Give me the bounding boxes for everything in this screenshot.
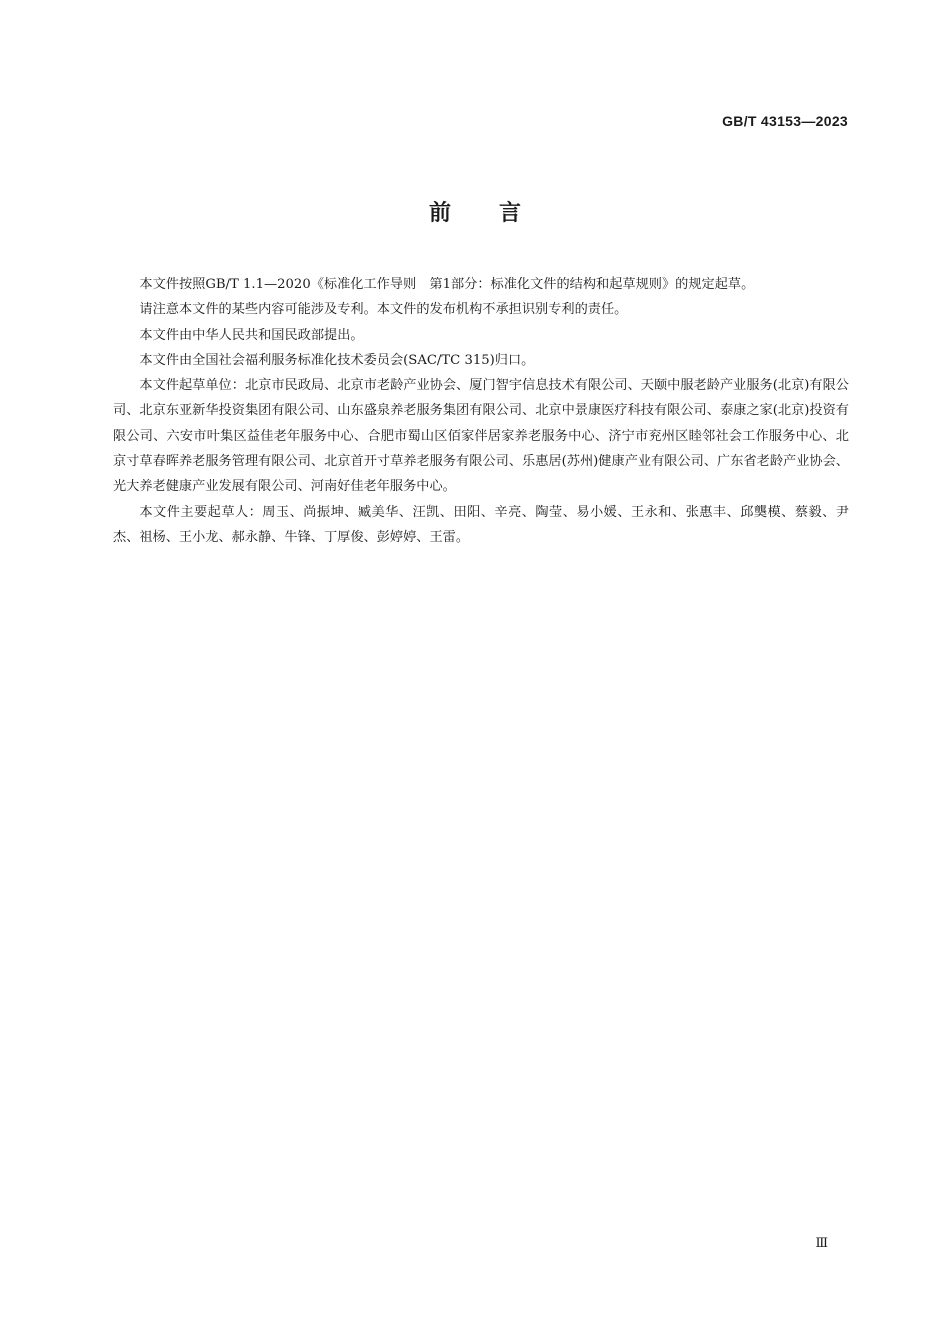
paragraph-technical-committee: 本文件由全国社会福利服务标准化技术委员会(SAC/TC 315)归口。	[139, 352, 535, 368]
foreword-body	[113, 272, 849, 550]
page-title: 前言	[428, 201, 569, 226]
paragraph-drafters: 本文件主要起草人：周玉、尚振坤、臧美华、汪凯、田阳、辛亮、陶莹、易小媛、王永和、张惠丰、邱龑模、蔡毅、尹杰、祖杨、王小龙、郝永静、牛锋、丁厚俊、彭婷婷、王雷。	[113, 504, 849, 545]
paragraph-drafting-rules: 本文件按照GB/T 1.1—2020《标准化工作导则 第1部分：标准化文件的结构和起草规则》的规定起草。	[139, 277, 755, 292]
paragraph-drafting-units: 本文件起草单位：北京市民政局、北京市老龄产业协会、厦门智宇信息技术有限公司、天颐中服老龄产业服务(北京)有限公司、北京东亚新华投资集团有限公司、山东盛泉养老服务集团有限公司、北京中景康医疗科技有限公司、泰康之家(北京)投资有限公司、六安市叶集区益佳老年服务中心、合肥市蜀山区佰家伴居家养老服务中心、济宁市兖州区睦邻社会工作服务中心、北京寸草春晖养老服务管理有限公司、北京首开寸草养老服务有限公司、乐惠居(苏州)健康产业有限公司、广东省老龄产业协会、光大养老健康产业发展有限公司、河南好佳老年服务中心。	[113, 378, 849, 495]
paragraph-proposer: 本文件由中华人民共和国民政部提出。	[139, 327, 364, 343]
page-number: Ⅲ	[815, 1236, 828, 1251]
paragraph-patent-notice: 请注意本文件的某些内容可能涉及专利。本文件的发布机构不承担识别专利的责任。	[139, 302, 628, 318]
standard-code: GB/T 43153—2023	[722, 113, 848, 129]
